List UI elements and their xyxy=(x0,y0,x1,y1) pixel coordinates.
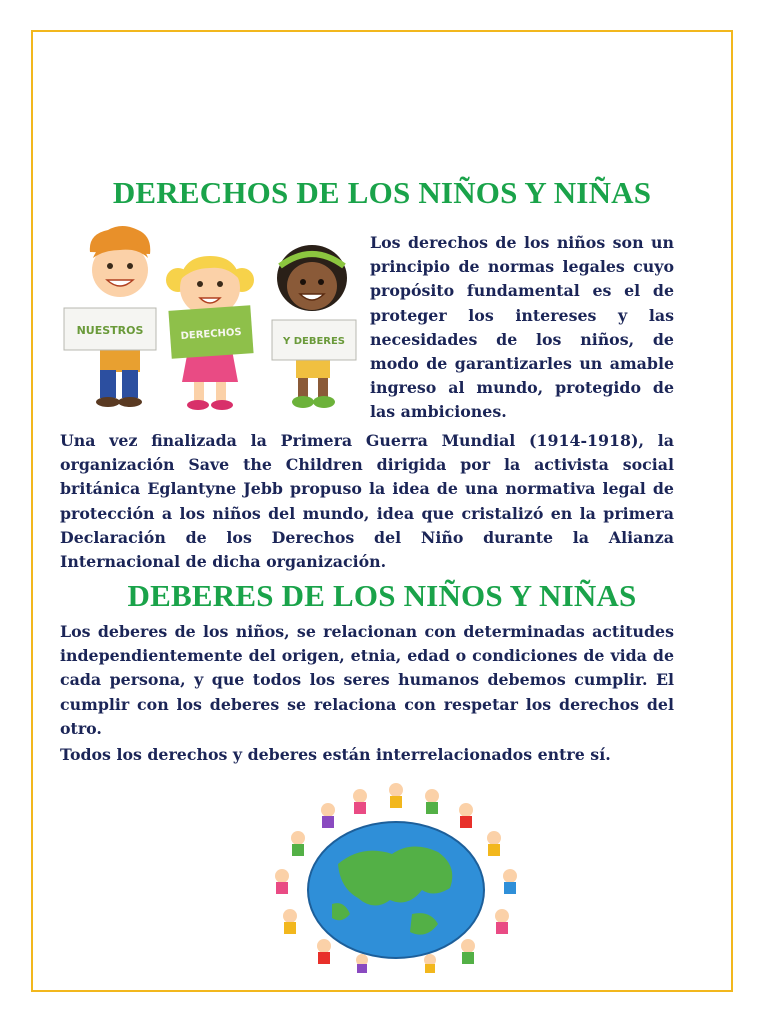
sign-y-deberes xyxy=(272,320,356,360)
history-paragraph: Una vez finalizada la Primera Guerra Mundial (1914-1918), la organización Save the Children dirigida por la activista social británica Eglantyne Jebb propuso la idea de una normativa legal de protección a los niños del mundo, idea que cristalizó en la primera Declaración de los Derechos del Niño durante la Alianza Internacional de dicha organización. xyxy=(60,431,674,572)
svg-text:DERECHOS: DERECHOS xyxy=(180,326,243,343)
globe xyxy=(308,822,484,958)
heading-duties: DEBERES DE LOS NIÑOS Y NIÑAS xyxy=(127,578,637,613)
duties-paragraph: Los deberes de los niños, se relacionan con determinadas actitudes independientemente del origen, etnia, edad o condiciones de vida de cada persona, y que todos los seres humanos debemos cumplir. El cumplir con los deberes se relaciona con respetar los derechos del otro. xyxy=(60,622,674,738)
kids-holding-signs-illustration xyxy=(60,222,360,417)
sign-nuestros xyxy=(64,308,156,350)
svg-text:NUESTROS: NUESTROS xyxy=(76,324,144,337)
closing-sentence: Todos los derechos y deberes están interrelacionados entre sí. xyxy=(60,745,611,764)
sign-derechos xyxy=(168,305,253,359)
svg-text:Y DEBERES: Y DEBERES xyxy=(282,336,346,347)
heading-rights: DERECHOS DE LOS NIÑOS Y NIÑAS xyxy=(112,175,652,210)
globe-with-children-illustration xyxy=(262,774,530,974)
intro-paragraph: Los derechos de los niños son un principio de normas legales cuyo propósito fundamental es el de proteger los intereses y las necesidades de los niños, de modo de garantizarles un amable ingreso al mundo, protegido de las ambiciones. xyxy=(370,233,674,422)
